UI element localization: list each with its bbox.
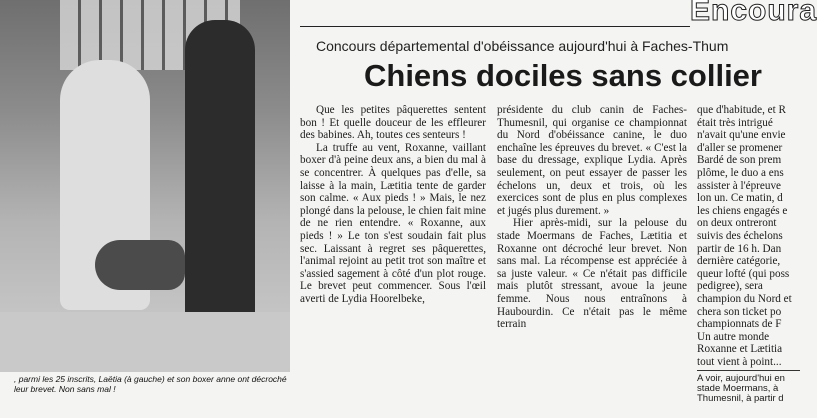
column-line: que d'habitude, et R [697, 104, 787, 116]
article-column-1 [300, 104, 486, 306]
column-line: Roxanne et Lætitia [697, 343, 783, 356]
photo-caption: , parmi les 25 inscrits, Laëtia (à gauche) et son boxer anne ont décroché leur brevet. Non sans mal ! [14, 374, 287, 394]
column-line: assister à l'épreuve [697, 179, 782, 192]
article-column-2 [497, 104, 687, 331]
info-box-line: Thumesnil, à partir d [697, 393, 784, 404]
info-box [697, 370, 800, 418]
paragraph: La truffe au vent, Roxanne, vaillant boxer d'à peine deux ans, a bien du mal à se concentrer. À quelques pas d'elle, sa laisse à la main, Lætitia tente de garder son calme. « Aux pieds ! » Mais, le nez plongé dans la pelouse, le chien fait mine de ne rien entendre. « Roxanne, aux pieds ! » Le ton s'est soudain fait plus sec. Laissant à regret ses pâquerettes, l'animal rejoint au petit trot son maître et s'assied sagement à côté d'un plot rouge. Le brevet peut commencer. Sous l'œil averti de Lydia Hoorelbeke, [300, 141, 486, 305]
info-box-line: stade Moermans, à [697, 383, 779, 394]
header-rule [300, 26, 690, 27]
column-line: partir de 16 h. Dan [697, 242, 782, 255]
column-line: on deux ontreront [697, 217, 777, 230]
article-headline: Chiens dociles sans collier [364, 58, 762, 93]
photo-man-figure [185, 20, 255, 340]
column-line: était très intrigué [697, 116, 773, 129]
column-line: dernière catégorie, [697, 255, 781, 268]
photo-boxer-dog [95, 240, 185, 290]
column-line: d'aller se promener [697, 141, 783, 154]
paragraph: Hier après-midi, sur la pelouse du stade Moermans de Faches, Lætitia et Roxanne ont décroché leur brevet. Non sans mal. La récompense est appréciée à sa juste valeur. « Ce n'était pas difficile mais plutôt stressant, avoue la jeune femme. Nous nous entraînons à Haubourdin. Ce n'était pas le même terrain [497, 217, 687, 331]
photo-ground [0, 312, 290, 372]
article-column-3 [697, 104, 800, 368]
column-line: pedigree), sera [697, 280, 763, 293]
article-kicker: Concours départemental d'obéissance aujourd'hui à Faches-Thum [316, 38, 729, 54]
news-photo [0, 0, 290, 372]
column-line: chera son ticket po [697, 305, 782, 318]
column-line: Bardé de son prem [697, 154, 782, 167]
column-line: champion du Nord et [697, 292, 792, 305]
paragraph: Que les petites pâquerettes sentent bon ! Et quelle douceur de les effleurer des babines. Ah, toutes ces senteurs ! [300, 104, 486, 142]
column-line: suivis des échelons [697, 229, 783, 242]
column-line: les chiens engagés e [697, 204, 788, 217]
column-line: championnats de F [697, 318, 782, 331]
column-line: plôme, le duo a ens [697, 166, 784, 179]
column-line: tout vient à point... [697, 355, 782, 368]
column-line: n'avait qu'une envie [697, 129, 786, 142]
section-brand: Encoura [690, 0, 817, 27]
column-line: queur lofté (qui poss [697, 267, 790, 280]
column-line: lon un. Ce matin, d [697, 192, 783, 205]
column-line: Un autre monde [697, 330, 770, 343]
info-box-line: A voir, aujourd'hui en [697, 373, 785, 384]
paragraph: présidente du club canin de Faches-Thumesnil, qui organise ce championnat du Nord d'obéissance canine, le duo enchaîne les épreuves du brevet. « C'est la base du dressage, explique Lydia. Après seulement, on peut essayer de passer les échelons un, deux et trois, où les exercices sont de plus en plus complexes et jugés plus durement. » [497, 104, 687, 217]
